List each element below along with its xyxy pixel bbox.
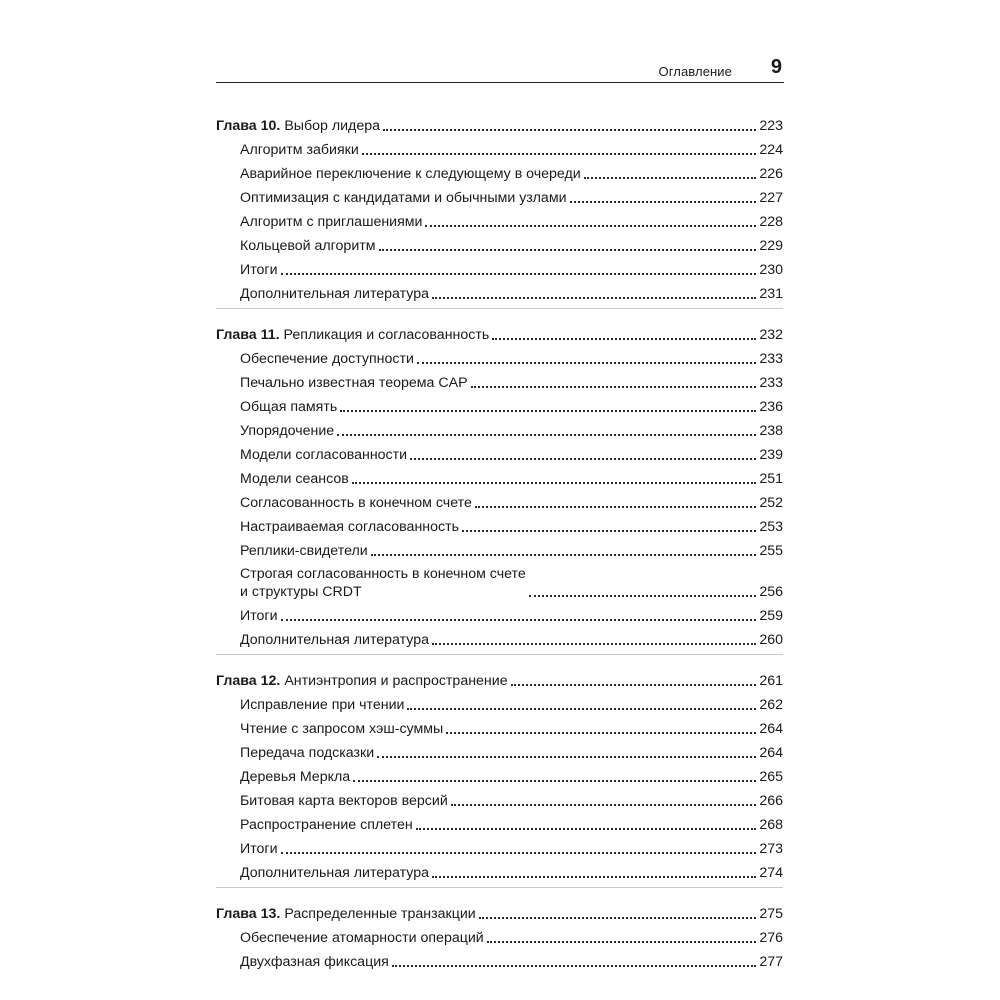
section-title: Согласованность в конечном счете: [240, 495, 472, 511]
table-of-contents: [216, 112, 783, 988]
section-page: 265: [759, 769, 783, 785]
section-title: Дополнительная литература: [240, 632, 430, 648]
section-title: Обеспечение доступности: [240, 351, 414, 367]
section-title: Настраиваемая согласованность: [240, 519, 459, 535]
section-label: [240, 631, 429, 649]
section-title: Алгоритм с приглашениями: [240, 214, 423, 230]
chapter-title: Выбор лидера: [284, 118, 380, 134]
section-label: [240, 494, 472, 512]
section-entry[interactable]: [216, 231, 783, 255]
chapter-number: Глава 12.: [216, 673, 281, 689]
chapter-title: Репликация и согласованность: [283, 327, 490, 343]
section-title: Итоги: [240, 262, 278, 278]
section-label: [240, 470, 349, 488]
section-label: [240, 213, 422, 231]
dot-leader: [451, 803, 757, 806]
section-title: Упорядочение: [240, 423, 335, 439]
section-entry[interactable]: [216, 416, 783, 440]
dot-leader: [340, 409, 756, 412]
dot-leader: [584, 176, 757, 179]
section-label: [240, 237, 376, 255]
dot-leader: [410, 457, 756, 460]
dot-leader: [511, 683, 757, 686]
running-header-title: Оглавление: [658, 64, 732, 79]
dot-leader: [352, 481, 757, 484]
dot-leader: [362, 152, 757, 155]
section-title: Оптимизация с кандидатами и обычными узлами: [240, 190, 567, 206]
section-entry[interactable]: [216, 207, 783, 231]
section-page: 260: [759, 632, 783, 648]
section-title: Реплики-свидетели: [240, 543, 368, 559]
section-title: Общая память: [240, 399, 338, 415]
section-label: [240, 446, 407, 464]
page-header: [216, 54, 784, 83]
dot-leader: [529, 594, 757, 597]
section-entry[interactable]: [216, 512, 783, 536]
dot-leader: [462, 529, 756, 532]
dot-leader: [417, 361, 756, 364]
section-page: 276: [759, 930, 783, 946]
section-entry[interactable]: [216, 560, 783, 601]
section-page: 233: [759, 351, 783, 367]
section-title: Итоги: [240, 841, 278, 857]
section-label: [240, 398, 337, 416]
section-title: Модели согласованности: [240, 447, 408, 463]
dot-leader: [281, 618, 757, 621]
section-label: [240, 864, 429, 882]
section-label: [240, 607, 278, 625]
dot-leader: [416, 827, 757, 830]
chapter-page: 275: [759, 906, 783, 922]
section-entry[interactable]: [216, 923, 783, 947]
dot-leader: [392, 964, 757, 967]
chapter-number: Глава 13.: [216, 906, 281, 922]
section-title: Исправление при чтении: [240, 697, 405, 713]
chapter-title: Антиэнтропия и распространение: [284, 673, 508, 689]
section-title-line2: и структуры CRDT: [240, 584, 362, 600]
chapter-heading: [216, 672, 508, 690]
section-entry[interactable]: [216, 488, 783, 512]
section-label: [240, 565, 526, 601]
section-page: 259: [759, 608, 783, 624]
section-entry[interactable]: [216, 440, 783, 464]
section-title: Распространение сплетен: [240, 817, 413, 833]
chapter-page: 261: [759, 673, 783, 689]
chapter-block: [216, 900, 783, 976]
section-entry[interactable]: [216, 625, 783, 649]
chapter-number: Глава 11.: [216, 327, 280, 343]
section-page: 227: [759, 190, 783, 206]
section-label: [240, 350, 414, 368]
section-title: Обеспечение атомарности операций: [240, 930, 484, 946]
section-page: 268: [759, 817, 783, 833]
section-label: [240, 840, 278, 858]
chapter-entry[interactable]: [216, 321, 783, 344]
section-page: 277: [759, 954, 783, 970]
section-title: Дополнительная литература: [240, 865, 430, 881]
section-page: 224: [759, 142, 783, 158]
section-page: 230: [759, 262, 783, 278]
section-title: Кольцевой алгоритм: [240, 238, 376, 254]
section-title: Алгоритм забияки: [240, 142, 359, 158]
section-entry[interactable]: [216, 690, 783, 714]
chapter-block: [216, 112, 783, 309]
chapter-entry[interactable]: [216, 900, 783, 923]
section-page: 255: [759, 543, 783, 559]
dot-leader: [337, 433, 756, 436]
dot-leader: [379, 248, 757, 251]
section-label: [240, 720, 443, 738]
dot-leader: [446, 731, 756, 734]
section-title: Чтение с запросом хэш-суммы: [240, 721, 444, 737]
section-label: [240, 542, 368, 560]
chapter-entry[interactable]: [216, 112, 783, 135]
section-title: Итоги: [240, 608, 278, 624]
dot-leader: [432, 875, 756, 878]
section-title: Строгая согласованность в конечном счете: [240, 566, 526, 582]
section-page: 266: [759, 793, 783, 809]
dot-leader: [432, 642, 756, 645]
section-title: Модели сеансов: [240, 471, 349, 487]
section-entry[interactable]: [216, 344, 783, 368]
dot-leader: [281, 851, 757, 854]
section-page: 233: [759, 375, 783, 391]
dot-leader: [383, 128, 756, 131]
dot-leader: [479, 916, 757, 919]
section-entry[interactable]: [216, 738, 783, 762]
section-label: [240, 744, 374, 762]
section-entry[interactable]: [216, 786, 783, 810]
section-entry[interactable]: [216, 601, 783, 625]
section-label: [240, 189, 567, 207]
section-page: 239: [759, 447, 783, 463]
chapter-heading: [216, 905, 476, 923]
dot-leader: [407, 707, 756, 710]
section-page: 226: [759, 166, 783, 182]
section-label: [240, 141, 359, 159]
section-label: [240, 422, 334, 440]
section-entry[interactable]: [216, 714, 783, 738]
section-label: [240, 792, 448, 810]
page-number: 9: [770, 56, 782, 78]
section-title: Аварийное переключение к следующему в очереди: [240, 166, 581, 182]
dot-leader: [487, 940, 757, 943]
chapter-heading: [216, 117, 380, 135]
chapter-heading: [216, 326, 489, 344]
section-title: Битовая карта векторов версий: [240, 793, 448, 809]
chapter-page: 223: [759, 118, 783, 134]
section-page: 264: [759, 721, 783, 737]
section-label: [240, 518, 459, 536]
section-entry[interactable]: [216, 810, 783, 834]
section-page: 229: [759, 238, 783, 254]
section-title: Дополнительная литература: [240, 286, 430, 302]
section-label: [240, 929, 484, 947]
section-label: [240, 768, 350, 786]
section-label: [240, 696, 404, 714]
section-entry[interactable]: [216, 255, 783, 279]
section-entry[interactable]: [216, 279, 783, 303]
section-entry[interactable]: [216, 392, 783, 416]
section-label: [240, 816, 413, 834]
section-title: Печально известная теорема CAP: [240, 375, 468, 391]
section-label: [240, 953, 389, 971]
section-entry[interactable]: [216, 762, 783, 786]
chapter-number: Глава 10.: [216, 118, 281, 134]
dot-leader: [371, 553, 757, 556]
dot-leader: [475, 505, 756, 508]
section-title: Деревья Меркла: [240, 769, 351, 785]
section-entry[interactable]: [216, 183, 783, 207]
section-entry[interactable]: [216, 947, 783, 971]
dot-leader: [432, 296, 756, 299]
section-page: 252: [759, 495, 783, 511]
chapter-title: Распределенные транзакции: [284, 906, 476, 922]
section-title: Передача подсказки: [240, 745, 375, 761]
dot-leader: [353, 779, 756, 782]
section-page: 253: [759, 519, 783, 535]
section-entry[interactable]: [216, 135, 783, 159]
dot-leader: [471, 385, 757, 388]
section-page: 256: [759, 584, 783, 600]
section-page: 264: [759, 745, 783, 761]
section-entry[interactable]: [216, 858, 783, 882]
section-page: 251: [759, 471, 783, 487]
dot-leader: [492, 337, 756, 340]
section-page: 274: [759, 865, 783, 881]
section-page: 228: [759, 214, 783, 230]
section-label: [240, 261, 278, 279]
dot-leader: [570, 200, 757, 203]
section-label: [240, 374, 468, 392]
section-label: [240, 165, 581, 183]
section-page: 236: [759, 399, 783, 415]
chapter-entry[interactable]: [216, 667, 783, 690]
dot-leader: [377, 755, 756, 758]
section-page: 262: [759, 697, 783, 713]
chapter-page: 232: [759, 327, 783, 343]
dot-leader: [425, 224, 756, 227]
section-title: Двухфазная фиксация: [240, 954, 389, 970]
chapter-block: [216, 321, 783, 655]
chapter-block: [216, 667, 783, 888]
section-label: [240, 285, 429, 303]
section-entry[interactable]: [216, 464, 783, 488]
section-page: 273: [759, 841, 783, 857]
section-page: 231: [759, 286, 783, 302]
section-entry[interactable]: [216, 159, 783, 183]
section-entry[interactable]: [216, 536, 783, 560]
section-entry[interactable]: [216, 368, 783, 392]
dot-leader: [281, 272, 757, 275]
section-entry[interactable]: [216, 834, 783, 858]
section-page: 238: [759, 423, 783, 439]
